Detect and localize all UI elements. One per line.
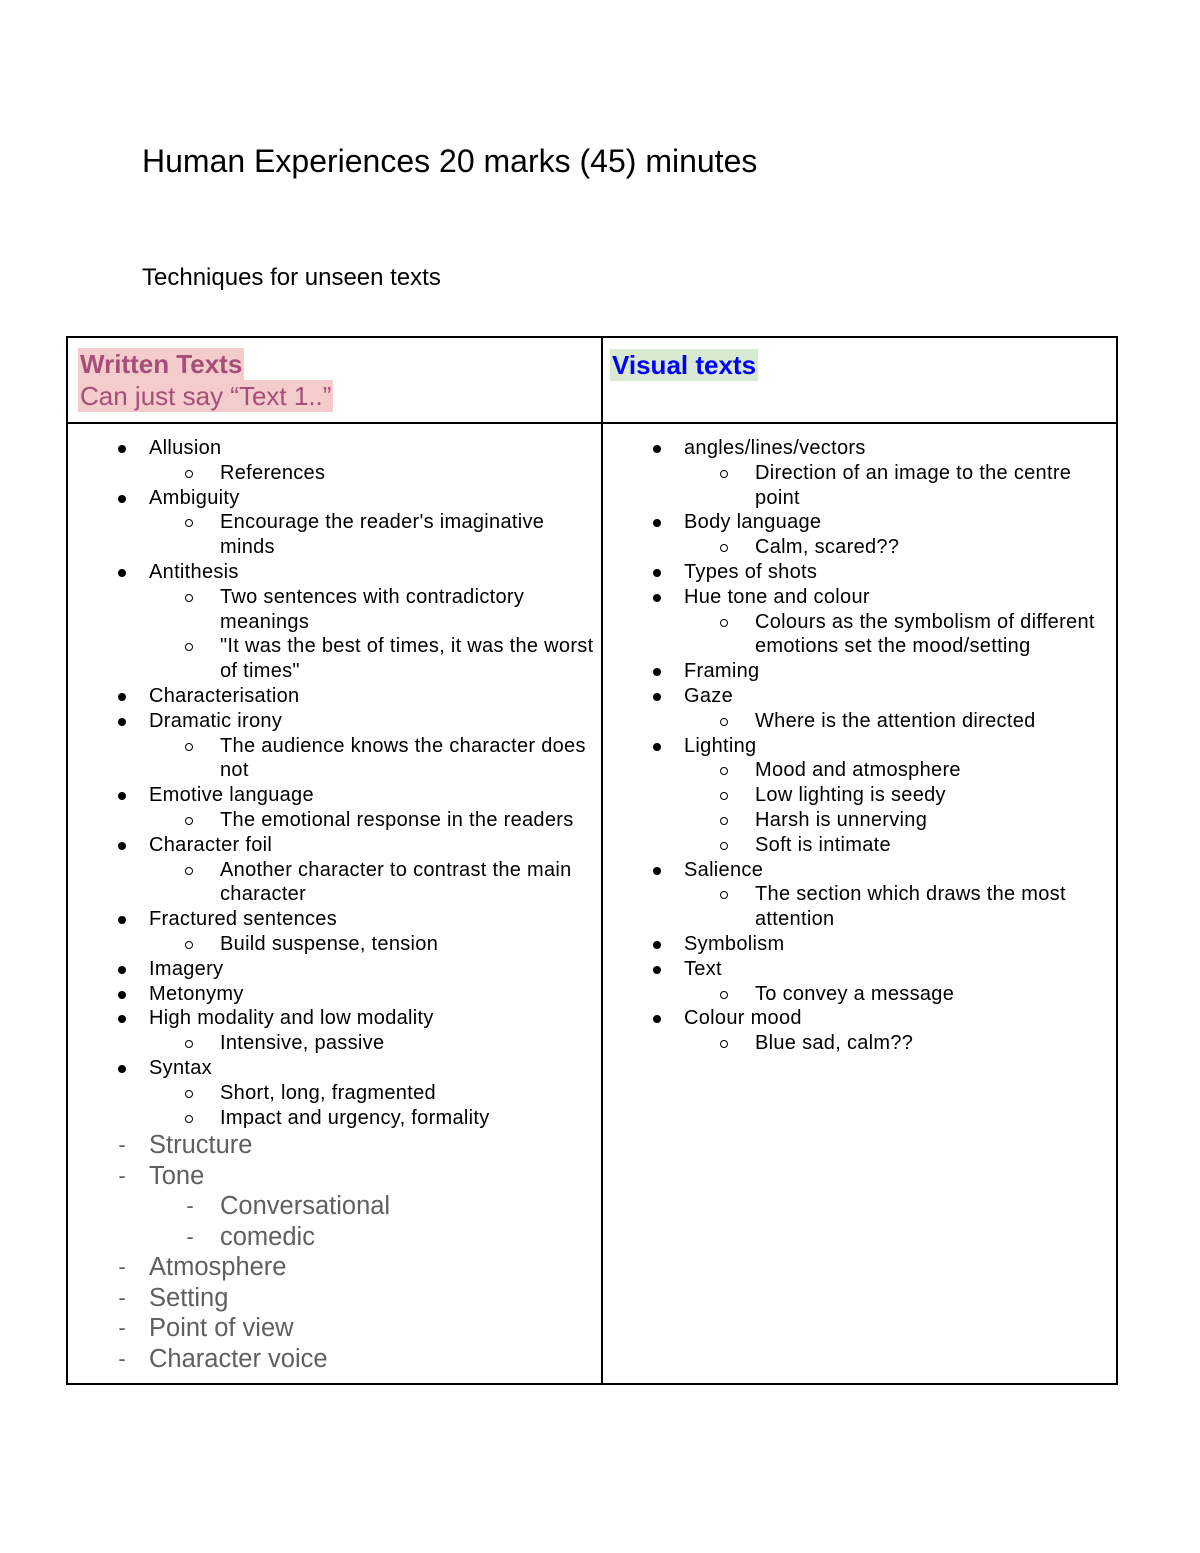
- list-item: [603, 1006, 1118, 1031]
- list-item: [603, 808, 1118, 833]
- list-item-text: Text: [684, 957, 722, 980]
- dash-marker-icon: -: [118, 1132, 126, 1158]
- list-item-text: Emotive language: [149, 784, 314, 807]
- list-item-text: "It was the best of times, it was the worst of times": [220, 635, 594, 683]
- list-item: [68, 783, 601, 808]
- list-item-text: Structure: [149, 1131, 253, 1160]
- page-subtitle: Techniques for unseen texts: [142, 264, 441, 291]
- list-item: [603, 982, 1118, 1007]
- list-item: [68, 734, 601, 784]
- header-divider: [68, 422, 1116, 424]
- list-item-text: Framing: [684, 660, 760, 683]
- list-item-text: Low lighting is seedy: [755, 784, 946, 807]
- list-item-text: To convey a message: [755, 982, 955, 1005]
- list-item: [603, 882, 1118, 932]
- list-item-text: Character voice: [149, 1344, 328, 1373]
- written-texts-note: Can just say “Text 1..”: [80, 381, 332, 411]
- list-item: [68, 461, 601, 486]
- list-item: [603, 1031, 1118, 1056]
- list-item: [68, 858, 601, 908]
- list-item: [68, 1006, 601, 1031]
- dash-marker-icon: -: [118, 1284, 126, 1310]
- list-item-text: Where is the attention directed: [755, 709, 1036, 732]
- list-item: [603, 932, 1118, 957]
- list-item: [68, 1283, 601, 1314]
- list-item-text: Blue sad, calm??: [755, 1032, 914, 1055]
- list-item: [68, 1222, 601, 1253]
- list-item: [68, 982, 601, 1007]
- list-item-text: Salience: [684, 858, 764, 881]
- list-item-text: Intensive, passive: [220, 1032, 385, 1055]
- dash-marker-icon: -: [118, 1315, 126, 1341]
- list-item-text: Calm, scared??: [755, 536, 900, 559]
- list-item: [68, 1106, 601, 1131]
- list-item: [603, 684, 1118, 709]
- list-item-text: Allusion: [149, 437, 222, 459]
- list-item-text: Conversational: [220, 1192, 391, 1221]
- list-item: [68, 1081, 601, 1106]
- list-item: [603, 758, 1118, 783]
- list-item: [68, 709, 601, 734]
- list-item-text: Ambiguity: [149, 486, 240, 509]
- list-item: [603, 734, 1118, 759]
- list-item-text: Mood and atmosphere: [755, 759, 961, 782]
- written-texts-title: Written Texts: [80, 349, 243, 379]
- page-title: Human Experiences 20 marks (45) minutes: [142, 143, 758, 179]
- visual-techniques-list: [603, 436, 1118, 1056]
- list-item: [68, 808, 601, 833]
- list-item: [68, 1031, 601, 1056]
- list-item: [603, 585, 1118, 610]
- dash-marker-icon: -: [118, 1162, 126, 1188]
- dash-marker-icon: -: [118, 1345, 126, 1371]
- list-item-text: References: [220, 461, 326, 484]
- list-item-text: High modality and low modality: [149, 1007, 434, 1030]
- list-item-text: Another character to contrast the main character: [220, 858, 572, 906]
- list-item: [68, 833, 601, 858]
- list-item-text: Antithesis: [149, 560, 239, 583]
- list-item: [68, 1130, 601, 1161]
- visual-texts-header: [610, 349, 758, 381]
- list-item-text: comedic: [220, 1222, 315, 1251]
- written-texts-header: [78, 348, 333, 412]
- list-item-text: Dramatic irony: [149, 709, 283, 732]
- list-item: [603, 535, 1118, 560]
- list-item: [603, 709, 1118, 734]
- list-item: [603, 833, 1118, 858]
- list-item: [68, 932, 601, 957]
- list-item: [68, 560, 601, 585]
- techniques-table: [66, 336, 1118, 1385]
- list-item: [603, 560, 1118, 585]
- list-item-text: Encourage the reader's imaginative minds: [220, 511, 545, 559]
- list-item-text: The emotional response in the readers: [220, 808, 574, 831]
- list-item-text: Lighting: [684, 734, 757, 757]
- list-item-text: Colours as the symbolism of different emotions set the mood/setting: [755, 610, 1095, 658]
- list-item: [603, 783, 1118, 808]
- list-item-text: Setting: [149, 1283, 229, 1312]
- list-item-text: Colour mood: [684, 1007, 802, 1030]
- list-item: [603, 461, 1118, 511]
- list-item-text: angles/lines/vectors: [684, 437, 866, 459]
- dash-marker-icon: -: [118, 1254, 126, 1280]
- list-item-text: Syntax: [149, 1056, 212, 1079]
- list-item-text: Two sentences with contradictory meanings: [220, 585, 525, 633]
- list-item-text: Body language: [684, 511, 822, 534]
- list-item: [68, 1313, 601, 1344]
- visual-texts-title: Visual texts: [612, 350, 757, 380]
- list-item-text: Harsh is unnerving: [755, 808, 928, 831]
- list-item-text: Soft is intimate: [755, 833, 891, 856]
- list-item: [68, 436, 601, 461]
- list-item: [68, 1161, 601, 1192]
- list-item-text: Types of shots: [684, 560, 818, 583]
- list-item: [68, 634, 601, 684]
- list-item: [68, 1056, 601, 1081]
- list-item: [68, 510, 601, 560]
- list-item: [603, 858, 1118, 883]
- written-techniques-list: [68, 436, 601, 1374]
- list-item-text: Metonymy: [149, 982, 244, 1005]
- list-item-text: Imagery: [149, 957, 224, 980]
- list-item: [68, 1252, 601, 1283]
- list-item: [68, 1191, 601, 1222]
- list-item-text: Character foil: [149, 833, 273, 856]
- list-item: [68, 486, 601, 511]
- list-item-text: Impact and urgency, formality: [220, 1106, 490, 1129]
- list-item: [603, 957, 1118, 982]
- list-item-text: Hue tone and colour: [684, 585, 870, 608]
- list-item: [68, 1344, 601, 1375]
- list-item-text: Tone: [149, 1161, 205, 1190]
- list-item-text: The section which draws the most attention: [755, 883, 1066, 931]
- dash-marker-icon: -: [186, 1223, 194, 1249]
- list-item: [68, 907, 601, 932]
- list-item: [68, 684, 601, 709]
- list-item-text: Point of view: [149, 1314, 294, 1343]
- list-item-text: Build suspense, tension: [220, 932, 439, 955]
- list-item: [68, 957, 601, 982]
- list-item-text: Symbolism: [684, 932, 785, 955]
- list-item: [68, 585, 601, 635]
- list-item-text: Atmosphere: [149, 1253, 287, 1282]
- dash-marker-icon: -: [186, 1193, 194, 1219]
- list-item-text: Gaze: [684, 684, 734, 707]
- list-item: [603, 659, 1118, 684]
- list-item: [603, 610, 1118, 660]
- list-item: [603, 510, 1118, 535]
- list-item-text: Direction of an image to the centre point: [755, 461, 1072, 509]
- list-item: [603, 436, 1118, 461]
- list-item-text: Characterisation: [149, 684, 300, 707]
- list-item-text: The audience knows the character does not: [220, 734, 586, 782]
- list-item-text: Short, long, fragmented: [220, 1081, 436, 1104]
- list-item-text: Fractured sentences: [149, 908, 338, 931]
